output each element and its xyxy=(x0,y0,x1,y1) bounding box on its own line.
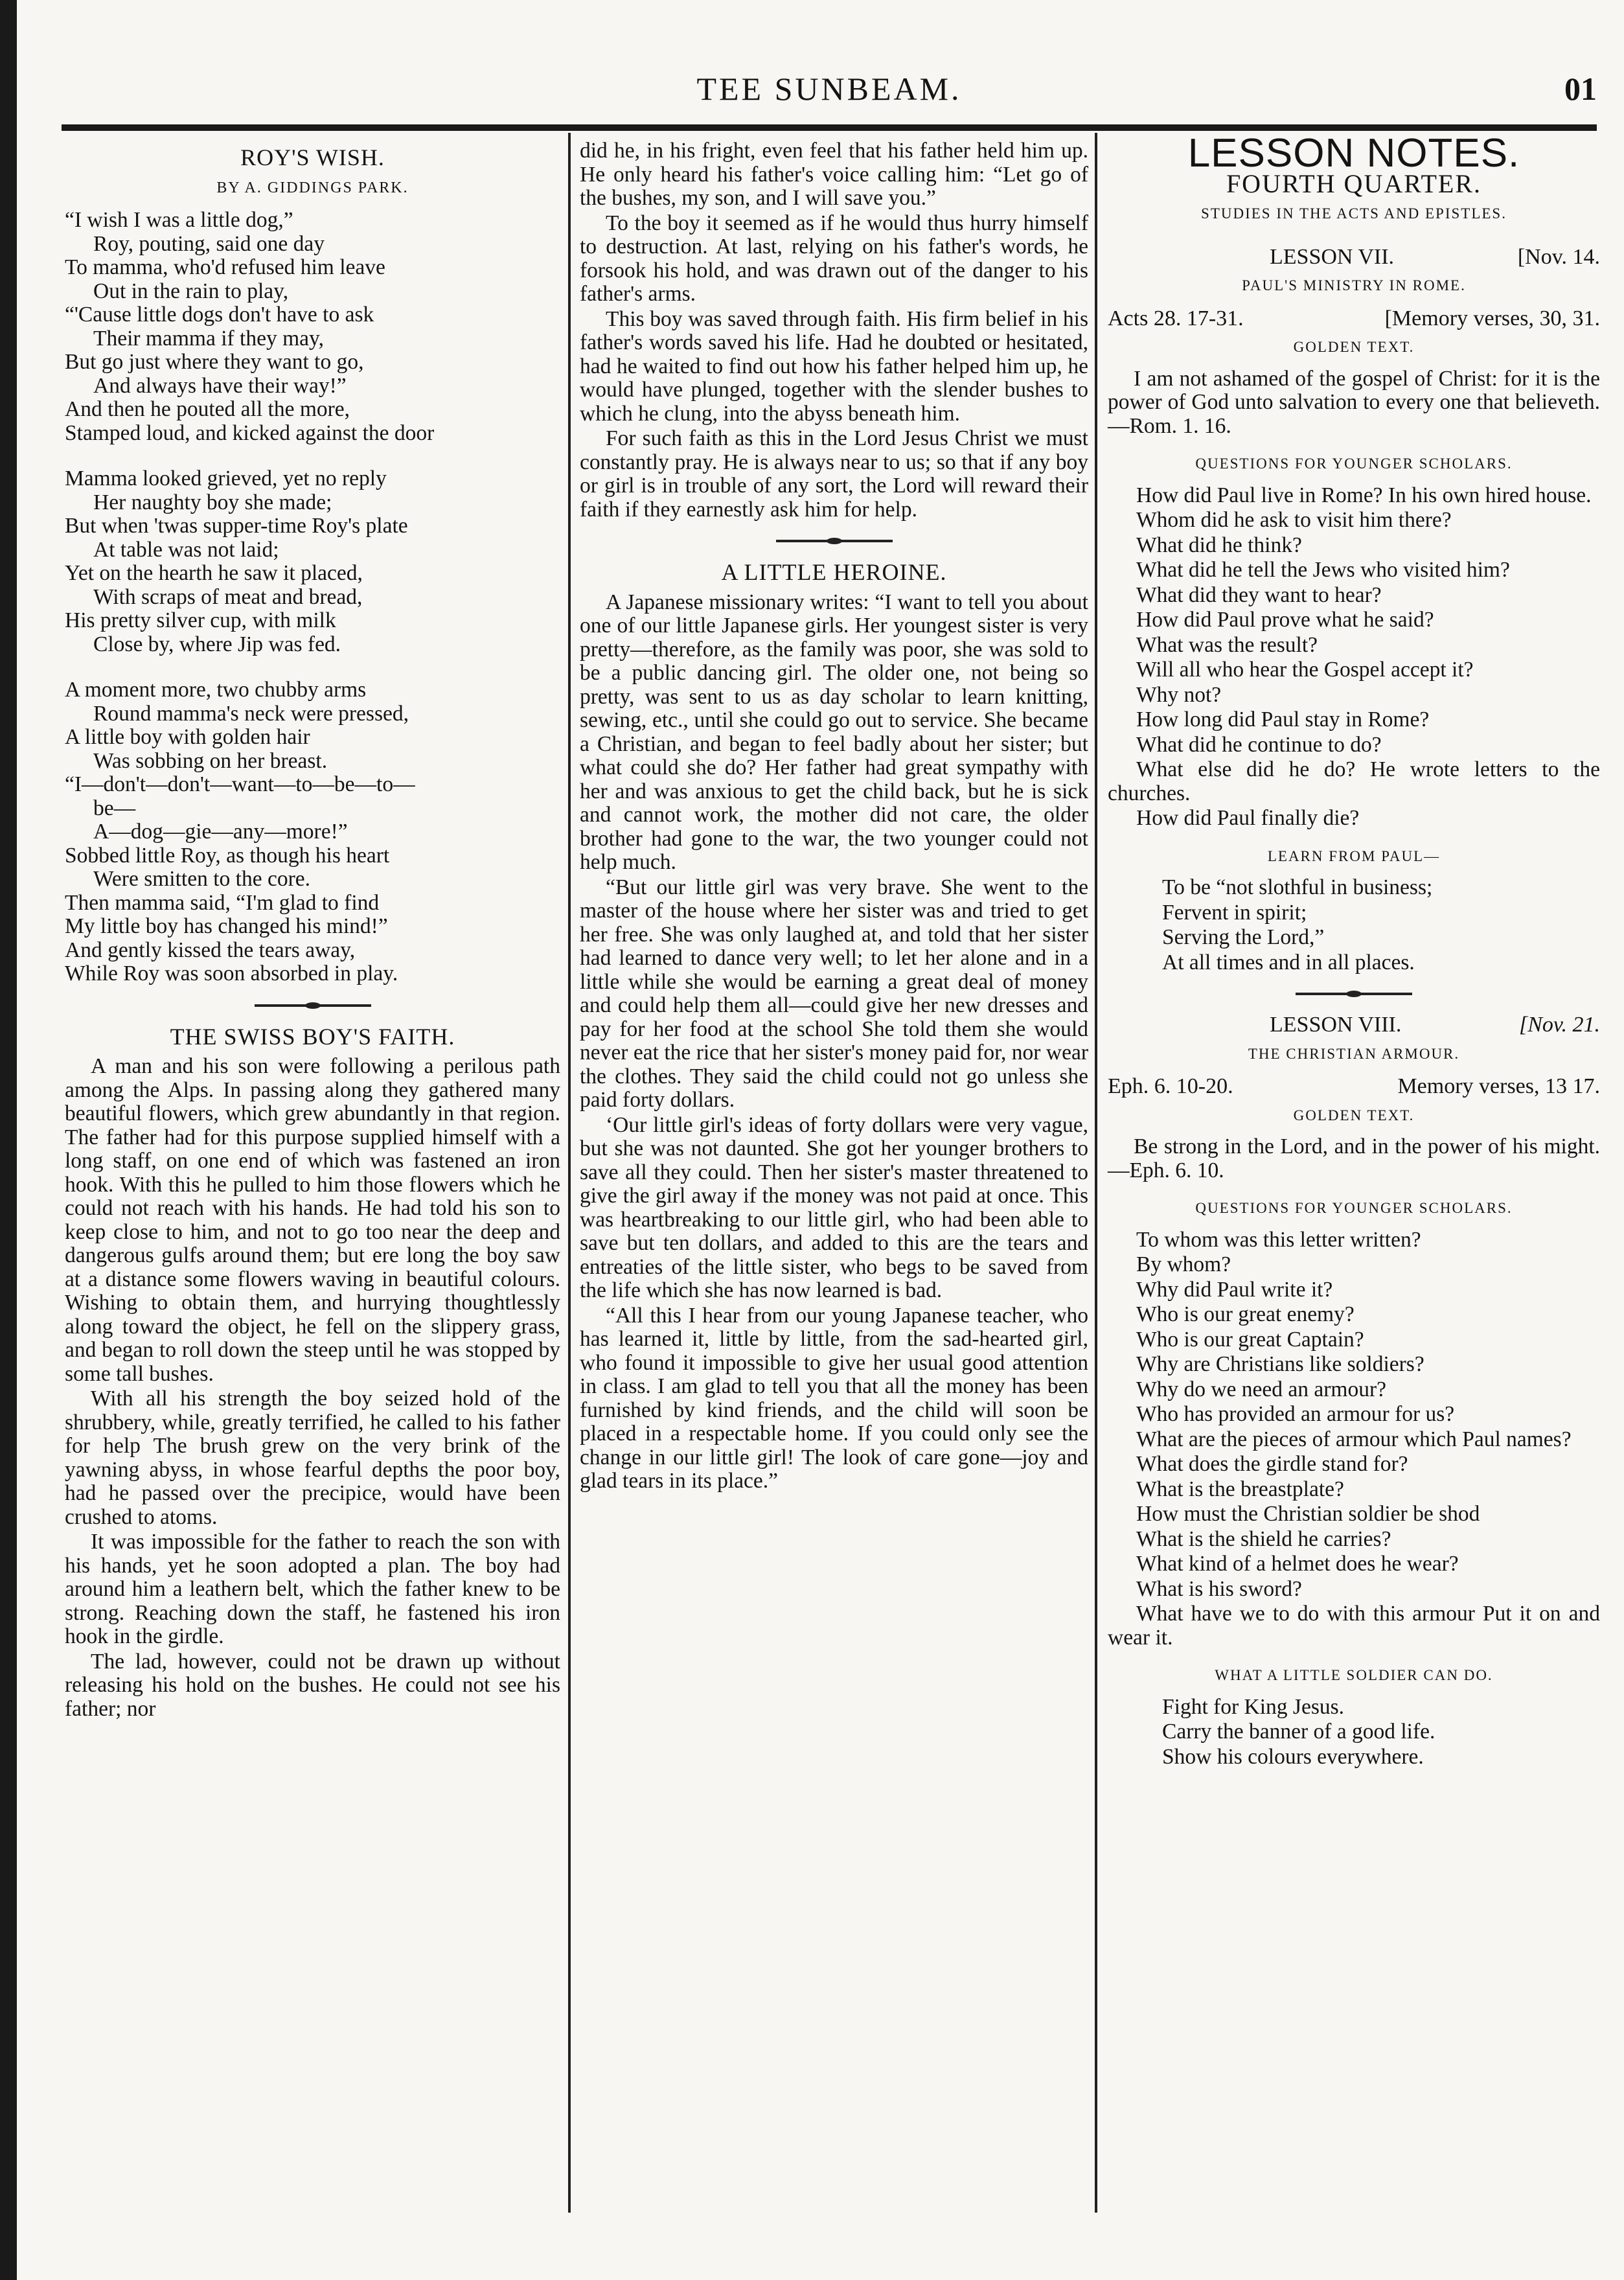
stanza-gap xyxy=(65,656,560,678)
poem-line: Then mamma said, “I'm glad to find xyxy=(65,890,380,915)
story-title: THE SWISS BOY'S FAITH. xyxy=(170,1023,455,1050)
poem-line: His pretty silver cup, with milk xyxy=(65,608,336,632)
learn-line: Serving the Lord,” xyxy=(1162,925,1325,949)
question-item: Why did Paul write it? xyxy=(1136,1277,1333,1302)
lesson-notes-title: LESSON NOTES. xyxy=(1187,131,1520,176)
poem-line: Roy, pouting, said one day xyxy=(93,231,325,256)
question-item: How must the Christian soldier be shod xyxy=(1136,1502,1480,1526)
golden-text-label: GOLDEN TEXT. xyxy=(1293,339,1415,355)
questions-label: QUESTIONS FOR YOUNGER SCHOLARS. xyxy=(1195,1200,1513,1216)
poem-line: Stamped loud, and kicked against the door xyxy=(65,420,435,445)
learn-list xyxy=(1108,876,1600,974)
question-item: Why not? xyxy=(1136,682,1222,707)
story-paragraph: did he, in his fright, even feel that his father held him up. He only heard his father's voice calling him: “Let go of the bushes, my son, and I will save you.” xyxy=(580,139,1088,210)
poem-line: Mamma looked grieved, yet no reply xyxy=(65,466,387,490)
questions-list xyxy=(1108,1228,1600,1650)
story-paragraph: The lad, however, could not be drawn up without releasing his hold on the bushes. He could not see his father; nor xyxy=(65,1649,560,1721)
story-paragraph: This boy was saved through faith. His firm belief in his father's words saved his life. Had he doubted or hesitated, had he waited to find out how his father helped him up, he would have plunged, together with the slender bushes to which he clung, into the abyss beneath him. xyxy=(580,306,1088,426)
story-paragraph: “But our little girl was very brave. She went to the master of the house where her sister was and tried to get her free. She was only laughed at, and told that her sister had learned to dance very well; to let her alone and in a little while she would be earning a great deal of money and could help them all—could give her new dresses and pay for her food at the school She told them she would never eat the rice that her sister's money paid for, nor wear the clothes. They said the child could not go unless she paid forty dollars. xyxy=(580,875,1088,1112)
section-separator xyxy=(776,540,893,542)
lesson-header xyxy=(1108,246,1600,270)
story-paragraph: For such faith as this in the Lord Jesus Christ we must constantly pray. He is always near to us; so that if any boy or girl is in trouble of any sort, the Lord will reward their faith if they earnestly ask him for help. xyxy=(580,426,1088,522)
poem-line: And then he pouted all the more, xyxy=(65,397,350,421)
poem-line: Their mamma if they may, xyxy=(93,326,324,351)
poem-title: ROY'S WISH. xyxy=(240,144,385,170)
poem-line: And gently kissed the tears away, xyxy=(65,938,356,962)
lesson-date: [Nov. 21. xyxy=(1519,1013,1600,1037)
poem-line: But go just where they want to go, xyxy=(65,350,364,374)
question-item: What is the breastplate? xyxy=(1136,1477,1344,1501)
poem-byline: BY A. GIDDINGS PARK. xyxy=(216,179,409,196)
poem-line: Out in the rain to play, xyxy=(93,279,289,303)
memory-verses: Memory verses, 13 17. xyxy=(1397,1074,1600,1098)
studies-subtitle: STUDIES IN THE ACTS AND EPISTLES. xyxy=(1201,205,1507,222)
poem-line: With scraps of meat and bread, xyxy=(93,584,363,609)
learn-line: Fervent in spirit; xyxy=(1162,900,1307,925)
story-paragraph: ‘Our little girl's ideas of forty dollars were very vague, but she was not daunted. She got her younger brothers to save all they could. Then her sister's master threatened to give the girl away if the money was not paid at once. This was heartbreaking to our little girl, who had been able to save but ten dollars, and added to this are the tears and entreaties of the little sister, who begs to be saved from the life which she has now learned is bad. xyxy=(580,1112,1088,1302)
poem-line: A moment more, two chubby arms xyxy=(65,678,367,702)
golden-text: Be strong in the Lord, and in the power of his might.—Eph. 6. 10. xyxy=(1108,1134,1600,1182)
story-paragraph: With all his strength the boy seized hold of the shrubbery, while, greatly terrified, he called to his father for help The brush grew on the very brink of the yawning abyss, in whose fearful depths the poor boy, had he passed over the precipice, would have been crushed to atoms. xyxy=(65,1387,560,1529)
question-item: What kind of a helmet does he wear? xyxy=(1136,1552,1459,1576)
page-header xyxy=(62,70,1597,115)
question-item: How did Paul finally die? xyxy=(1136,806,1360,830)
golden-text-label: GOLDEN TEXT. xyxy=(1293,1107,1415,1123)
poem-line: Yet on the hearth he saw it placed, xyxy=(65,561,363,585)
column-divider xyxy=(1095,133,1097,2213)
lesson-topic: THE CHRISTIAN ARMOUR. xyxy=(1248,1045,1460,1062)
question-item: Why do we need an armour? xyxy=(1136,1377,1387,1401)
poem-line: But when 'twas supper-time Roy's plate xyxy=(65,514,408,538)
column-divider xyxy=(568,133,571,2213)
soldier-list xyxy=(1108,1696,1600,1769)
story-title-heroine: A LITTLE HEROINE. xyxy=(721,559,947,585)
learn-label: LEARN FROM PAUL— xyxy=(1267,847,1441,864)
story-paragraph: It was impossible for the father to reach the son with his hands, yet he soon adopted a plan. The boy had around him a leathern belt, which the father knew to be strong. Reaching down the staff, he fastened his iron hook in the girdle. xyxy=(65,1530,560,1648)
question-item: What did he think? xyxy=(1136,533,1302,557)
question-item: What are the pieces of armour which Paul names? xyxy=(1136,1427,1572,1451)
poem-line: “I—don't—don't—want—to—be—to— xyxy=(65,772,415,796)
question-item: What is his sword? xyxy=(1136,1576,1302,1601)
lesson-reference-line xyxy=(1108,307,1600,331)
stanza-gap xyxy=(65,445,560,467)
question-item: How long did Paul stay in Rome? xyxy=(1136,708,1430,731)
question-item: Who is our great Captain? xyxy=(1136,1327,1364,1352)
questions-label: QUESTIONS FOR YOUNGER SCHOLARS. xyxy=(1195,455,1513,472)
story-paragraph: To the boy it seemed as if he would thus hurry himself to destruction. At last, relying on his father's words, he forsook his hold, and was drawn out of the danger to his father's arms. xyxy=(580,211,1088,306)
poem-body xyxy=(65,209,560,986)
quarter-title: FOURTH QUARTER. xyxy=(1226,168,1482,198)
story-paragraph: A Japanese missionary writes: “I want to tell you about one of our little Japanese girls. Her youngest sister is very pretty—therefore, as the family was poor, she was sold to be a public dancing girl. The older one, not being so pretty, was sent to us as day scholar to learn knitting, sewing, etc., until she could go out to service. She became a Christian, and began to feel badly about her sister; but what could she do? Her father had great sympathy with her and was anxious to get the child back, but he is sick and cannot work, the mother did not care, the older brother had gone to the war, the two younger could not help much. xyxy=(580,590,1088,874)
poem-line: Her naughty boy she made; xyxy=(93,490,332,514)
poem-line: At table was not laid; xyxy=(93,537,279,562)
soldier-line: Fight for King Jesus. xyxy=(1162,1694,1345,1719)
lesson-topic: PAUL'S MINISTRY IN ROME. xyxy=(1242,277,1466,294)
question-item: To whom was this letter written? xyxy=(1136,1227,1421,1252)
learn-line: To be “not slothful in business; xyxy=(1162,875,1433,899)
newspaper-title: TEE SUNBEAM. xyxy=(696,71,962,107)
question-item: What did he tell the Jews who visited him? xyxy=(1136,558,1510,582)
question-item: How did Paul prove what he said? xyxy=(1136,608,1434,632)
memory-verses: [Memory verses, 30, 31. xyxy=(1384,306,1600,330)
scripture-reference: Acts 28. 17-31. xyxy=(1108,306,1244,330)
question-item: Who is our great enemy? xyxy=(1136,1302,1355,1326)
poem-line: “I wish I was a little dog,” xyxy=(65,208,293,232)
lesson-number: LESSON VIII. xyxy=(1270,1013,1402,1037)
poem-line: be— xyxy=(93,796,136,820)
scripture-reference: Eph. 6. 10-20. xyxy=(1108,1074,1233,1098)
soldier-line: Carry the banner of a good life. xyxy=(1162,1720,1435,1744)
header-rule xyxy=(62,124,1597,131)
learn-line: At all times and in all places. xyxy=(1162,950,1415,974)
lesson-header xyxy=(1108,1013,1600,1037)
poem-line: A—dog—gie—any—more!” xyxy=(93,820,348,844)
poem-line: My little boy has changed his mind!” xyxy=(65,914,388,938)
poem-line: Sobbed little Roy, as though his heart xyxy=(65,843,390,868)
question-item: What else did he do? He wrote letters to the churches. xyxy=(1108,757,1600,805)
page-edge-binding xyxy=(0,0,17,2280)
question-item: By whom? xyxy=(1136,1252,1231,1276)
section-separator xyxy=(255,1004,371,1007)
question-item: What is the shield he carries? xyxy=(1136,1526,1391,1551)
story-paragraph: A man and his son were following a perilous path among the Alps. In passing along they gathered many beautiful flowers, which grew abundantly in that region. The father had for this purpose supplied himself with a long staff, on one end of which was fastened an iron hook. With this he pulled to him those flowers which he could not reach with his hands. He had told his son to keep close to him, and not to go too near the deep and dangerous gulfs around them; but ere long the boy saw at a distance some flowers waving in beautiful colours. Wishing to obtain them, and hurrying thoughtlessly along toward the object, he fell on the slippery grass, and began to roll down the steep until he was stopped by some tall bushes. xyxy=(65,1054,560,1386)
question-item: Whom did he ask to visit him there? xyxy=(1136,508,1452,532)
poem-line: Were smitten to the core. xyxy=(93,867,310,891)
question-item: Will all who hear the Gospel accept it? xyxy=(1136,658,1474,682)
soldier-line: Show his colours everywhere. xyxy=(1162,1744,1424,1769)
questions-list xyxy=(1108,484,1600,831)
question-item: What have we to do with this armour Put it on and wear it. xyxy=(1108,1602,1600,1650)
question-item: How did Paul live in Rome? In his own hired house. xyxy=(1136,483,1592,507)
lesson-reference-line xyxy=(1108,1075,1600,1099)
poem-line: “'Cause little dogs don't have to ask xyxy=(65,303,374,327)
column-middle xyxy=(580,139,1088,1495)
column-right xyxy=(1108,131,1600,1770)
lesson-number: LESSON VII. xyxy=(1270,244,1395,269)
story-body-heroine xyxy=(580,591,1088,1493)
question-item: What did they want to hear? xyxy=(1136,582,1382,607)
poem-line: Was sobbing on her breast. xyxy=(93,748,328,773)
poem-line: A little boy with golden hair xyxy=(65,725,310,749)
story-paragraph: “All this I hear from our young Japanese teacher, who has learned it, little by little, from the sad-hearted girl, who found it impossible to give her usual good attention in class. I am glad to tell you that all the money has been furnished by kind friends, and the child will soon be placed in a respectable home. If you could only see the change in our little girl! The look of care gone—joy and glad tears in its place.” xyxy=(580,1303,1088,1493)
lesson-date: [Nov. 14. xyxy=(1517,244,1600,269)
column-left xyxy=(65,139,560,1722)
poem-line: To mamma, who'd refused him leave xyxy=(65,255,385,279)
soldier-label: WHAT A LITTLE SOLDIER CAN DO. xyxy=(1215,1667,1493,1683)
poem-line: Close by, where Jip was fed. xyxy=(93,632,341,656)
question-item: Who has provided an armour for us? xyxy=(1136,1402,1455,1426)
golden-text: I am not ashamed of the gospel of Christ: for it is the power of God unto salvation to every one that believeth.—Rom. 1. 16. xyxy=(1108,366,1600,438)
poem-line: While Roy was soon absorbed in play. xyxy=(65,962,398,985)
question-item: What does the girdle stand for? xyxy=(1136,1452,1408,1476)
question-item: Why are Christians like soldiers? xyxy=(1136,1352,1424,1376)
question-item: What did he continue to do? xyxy=(1136,732,1382,757)
story-body xyxy=(65,1055,560,1721)
poem-line: Round mamma's neck were pressed, xyxy=(93,701,409,726)
page-number: 01 xyxy=(1564,71,1597,107)
poem-line: And always have their way!” xyxy=(93,373,347,398)
question-item: What was the result? xyxy=(1136,632,1318,657)
story-continuation xyxy=(580,139,1088,522)
section-separator xyxy=(1296,993,1412,995)
